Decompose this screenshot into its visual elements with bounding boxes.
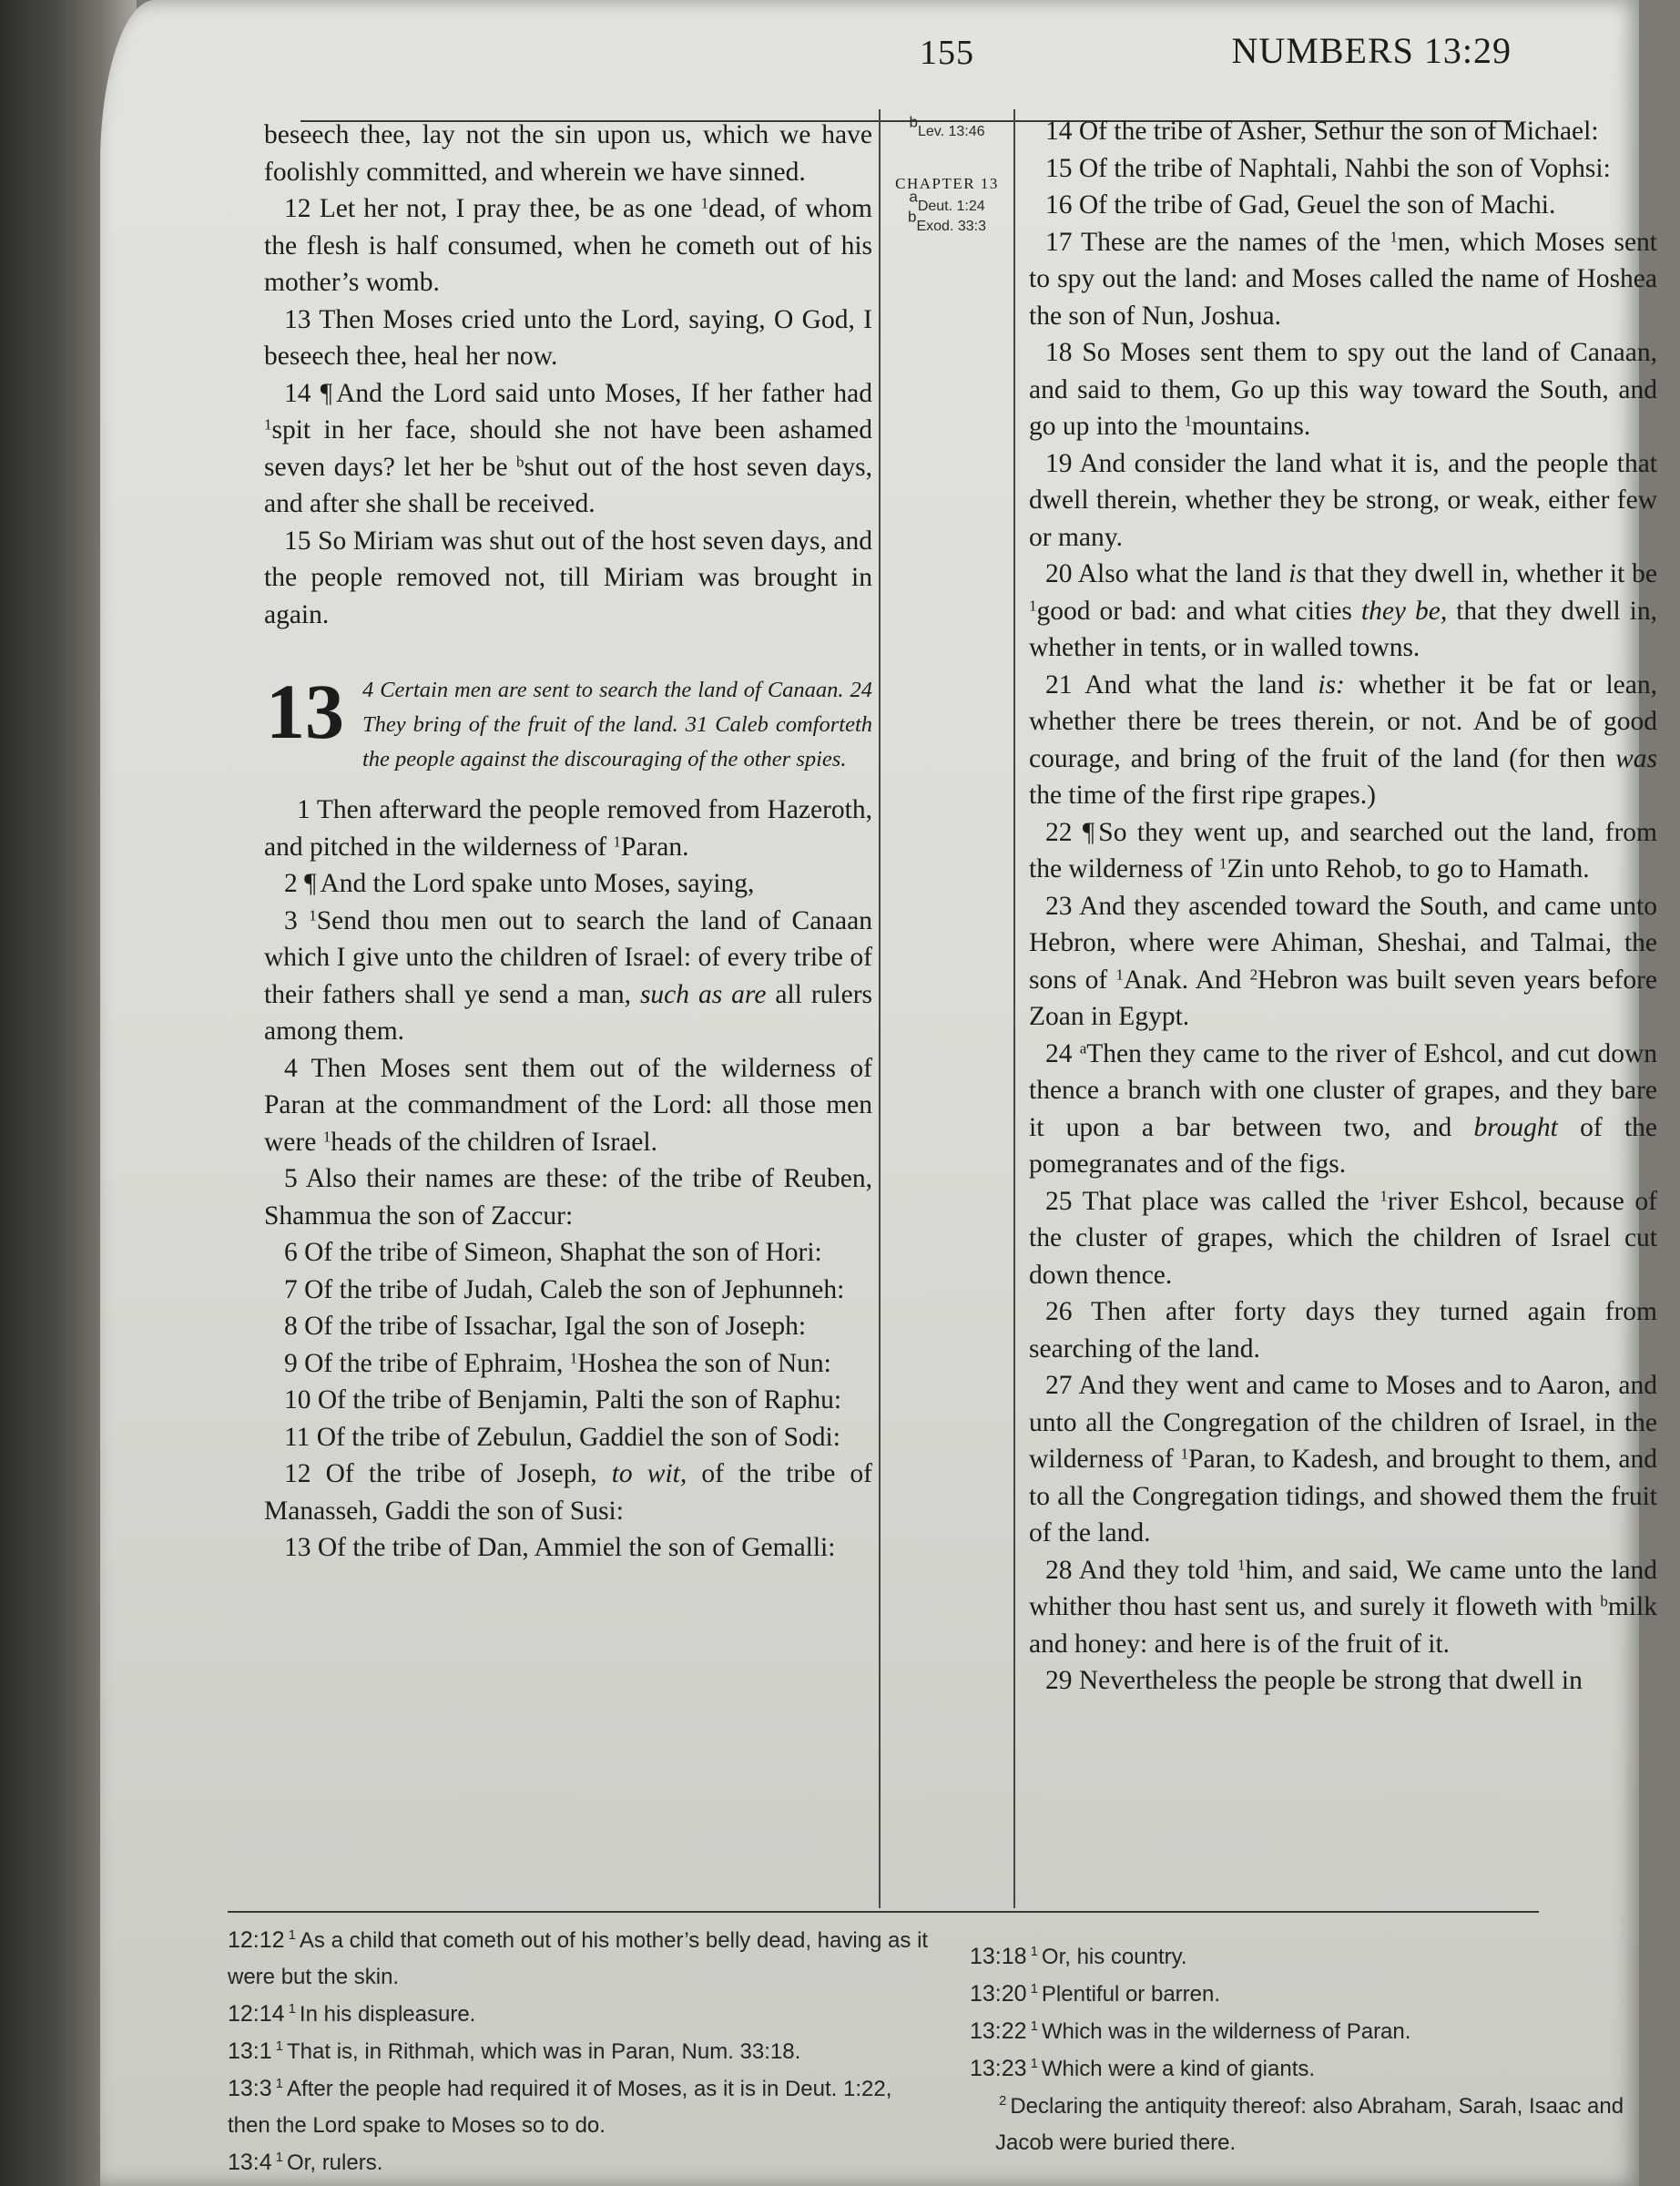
verse-number: 26 [1045, 1297, 1073, 1326]
verse-text: So Miriam was shut out of the host seven days, and the people removed not, till Miriam was brought in again. [264, 526, 872, 629]
pilcrow: ¶ [304, 869, 317, 898]
verse-text: Then Moses cried unto the Lord, saying, O God, I beseech thee, heal her now. [264, 304, 873, 371]
verse-13-17 [1029, 224, 1657, 335]
verse-12-12 [264, 190, 872, 301]
verse-13-13 [264, 1529, 872, 1567]
verse-number: 24 [1045, 1038, 1073, 1068]
verse-12-14 [264, 375, 872, 523]
verse-text: Send thou men out to search the land of Canaan which I give unto the children of Israel: of every tribe of their fathers shall ye send a man, [264, 905, 872, 1009]
footnote-ref: 13:1 [228, 2038, 272, 2064]
verse-text: that they dwell in, whether in tents, or in walled towns. [1029, 596, 1657, 662]
verse-text: Of the tribe of Asher, Sethur the son of Michael: [1078, 117, 1599, 146]
verse-13-20 [1029, 556, 1657, 667]
verse-text: the time of the first ripe grapes.) [1029, 781, 1376, 810]
verse-number: 12 [284, 1459, 311, 1488]
verse-number: 13 [284, 304, 311, 334]
footnote-text: In his displeasure. [299, 2002, 476, 2027]
verse-number: 16 [1045, 190, 1073, 220]
verse-text: Of the tribe of Naphtali, Nahbi the son of Vophsi: [1078, 153, 1611, 183]
verse-text: And they went and came to Moses and to Aaron, and unto all the Congregation of the children of Israel, in the wilderness of [1029, 1371, 1657, 1474]
chapter-heading [264, 668, 872, 777]
verse-text: Zin unto Rehob, to go to Hamath. [1227, 854, 1590, 884]
verse-number: 20 [1045, 559, 1073, 588]
verse-13-10 [264, 1382, 872, 1419]
footnote-marker: 1 [1380, 1187, 1388, 1205]
chapter-summary: 4 Certain men are sent to search the land of Canaan. 24 They bring of the fruit of the land. 31 Caleb comforteth the people against the discouraging of the other spies. [362, 678, 872, 771]
footnote [970, 2088, 1680, 2161]
footnote-text: Plentiful or barren. [1041, 1982, 1221, 2007]
verse-13-16 [1029, 187, 1657, 224]
verse-13-12 [264, 1456, 872, 1529]
verse-13-29 [1029, 1662, 1657, 1700]
footnote-text: As a child that cometh out of his mother’s belly dead, having as it were but the skin. [228, 1928, 929, 1989]
verse-text: good or bad: and what cities [1036, 596, 1361, 626]
footnote-text: Or, his country. [1041, 1945, 1187, 1969]
verse-number: 15 [1045, 153, 1073, 183]
verse-number: 17 [1045, 227, 1073, 257]
cross-reference-text: Lev. 13:46 [917, 124, 985, 139]
cross-reference-marker: a [909, 188, 918, 206]
verse-text: So they went up, and searched out the land, from the wilderness of [1029, 817, 1658, 884]
footnote-marker: 1 [1029, 597, 1037, 615]
verse-13-8 [264, 1308, 872, 1345]
verse-text: And what the land [1084, 669, 1319, 700]
verse-text: Then afterward the people removed from Hazeroth, and pitched in the wilderness of [264, 795, 872, 862]
verse-text: Also their names are these: of the tribe of Reuben, Shammua the son of Zaccur: [264, 1164, 872, 1231]
verse-13-22 [1029, 814, 1657, 888]
verse-number: 22 [1045, 817, 1073, 847]
verse-number: 2 [284, 869, 298, 898]
footnote-ref: 13:4 [228, 2150, 272, 2175]
footnote-marker: 1 [569, 1349, 578, 1367]
verse-number: 19 [1045, 448, 1073, 478]
verse-text: Of the tribe of Gad, Geuel the son of Machi. [1078, 190, 1556, 220]
verse-text: And the Lord spake unto Moses, saying, [320, 869, 755, 898]
verse-number: 8 [284, 1312, 298, 1341]
pilcrow: ¶ [320, 378, 333, 408]
cross-reference [892, 113, 1002, 142]
verse-number: 12 [284, 194, 311, 223]
verse-13-1 [264, 792, 872, 865]
cross-reference-marker: b [909, 113, 918, 131]
italic-text: is: [1318, 669, 1345, 700]
verse-text: Then after forty days they turned again from searching of the land. [1029, 1297, 1657, 1364]
verse-text: Of the tribe of Issachar, Igal the son of Joseph: [304, 1312, 807, 1341]
footnote-text: Which were a kind of giants. [1041, 2057, 1316, 2081]
verse-12-13 [264, 301, 872, 375]
verse-12-15 [264, 523, 872, 634]
footnote-marker: 1 [309, 906, 317, 924]
verse-number: 5 [284, 1164, 298, 1193]
verse-text: Of the tribe of Dan, Ammiel the son of Gemalli: [317, 1533, 836, 1562]
verse-text: spit in her face, should she not have been ashamed seven days? let her be [264, 415, 872, 482]
verse-text: Of the tribe of Judah, Caleb the son of Jephunneh: [304, 1274, 845, 1304]
footnote [970, 1976, 1680, 2013]
column-divider-right [1013, 109, 1015, 1908]
footnote [228, 2033, 938, 2070]
verse-13-2 [264, 865, 872, 903]
verse-text: Anak. And [1123, 965, 1250, 995]
footnote-ref: 13:23 [970, 2056, 1027, 2081]
italic-text: is [1288, 559, 1307, 588]
verse-text: whether it be fat or lean, whether there be trees therein, or not. And be of good courage, and bring of the fruit of the land (for then [1029, 669, 1657, 773]
verse-text: These are the names of the [1081, 227, 1390, 257]
verse-text: So Moses sent them to spy out the land of Canaan, and said to them, Go up this way toward the South, and go up into the [1029, 338, 1657, 441]
footnote-text: Which was in the wilderness of Paran. [1041, 2019, 1411, 2044]
footnote-text: Declaring the antiquity thereof: also Abraham, Sarah, Isaac and Jacob were buried there. [995, 2094, 1624, 2155]
footnotes-rule [228, 1911, 1539, 1913]
verse-number: 28 [1045, 1555, 1073, 1585]
verse-text: And they told [1078, 1555, 1237, 1585]
verse-text: milk and honey: and here is of the fruit of it. [1029, 1592, 1657, 1659]
verse-13-23 [1029, 888, 1657, 1036]
verse-text: river Eshcol, because of the cluster of grapes, which the children of Israel cut down thence. [1029, 1186, 1657, 1290]
verse-13-15 [1029, 150, 1657, 188]
verse-number: 7 [284, 1274, 298, 1304]
verse-text: men, which Moses sent to spy out the land: and Moses called the name of Hoshea the son of Nun, Joshua. [1029, 227, 1657, 331]
page-number: 155 [920, 34, 974, 72]
verse-13-21 [1029, 667, 1657, 814]
verse-text: heads of the children of Israel. [331, 1127, 657, 1157]
footnote-marker: 1 [275, 2038, 284, 2054]
verse-text: shut out of the host seven days, and after she shall be received. [264, 452, 872, 518]
verse-13-27 [1029, 1367, 1657, 1552]
verse-text: dead, of whom the flesh is half consumed, when he cometh out of his mother’s womb. [264, 194, 872, 297]
verse-text: And they ascended toward the South, and came unto Hebron, where were Ahiman, Sheshai, and Talmai, the sons of [1029, 891, 1657, 995]
verse-text: Of the tribe of Joseph, [325, 1459, 612, 1488]
footnote-marker: 1 [700, 194, 709, 212]
cross-reference-text: Exod. 33:3 [916, 219, 986, 234]
verse-text: Also what the land [1077, 559, 1289, 588]
verse-number: 15 [284, 526, 311, 556]
footnotes-right [970, 1938, 1680, 2161]
verse-number: 23 [1045, 891, 1073, 921]
footnote-marker: 1 [275, 2150, 284, 2165]
verse-number: 13 [284, 1533, 311, 1562]
verse-text: Then Moses sent them out of the wilderness of Paran at the commandment of the Lord: all those men were [264, 1053, 873, 1157]
verse-text: Of the tribe of Ephraim, [304, 1348, 570, 1378]
verse-text: And the Lord said unto Moses, If her father had [336, 378, 872, 408]
verse-text: Nevertheless the people be strong that dwell in [1078, 1666, 1583, 1695]
footnote-marker: 2 [999, 2093, 1007, 2109]
verse-text: all rulers among them. [264, 979, 872, 1046]
verse-13-7 [264, 1272, 872, 1309]
italic-text: to wit, [611, 1459, 687, 1488]
verse-13-9 [264, 1345, 872, 1383]
verse-text: of the pomegranates and of the figs. [1029, 1112, 1657, 1179]
footnote-marker: 1 [1030, 1981, 1038, 1997]
verse-13-14 [1029, 113, 1657, 150]
verse-text: Hoshea the son of Nun: [577, 1348, 831, 1378]
footnote-marker: 1 [1030, 1944, 1038, 1959]
footnote-marker: 1 [264, 415, 272, 434]
italic-text: was [1615, 743, 1657, 773]
footnote [228, 1996, 938, 2033]
cross-reference-text: Deut. 1:24 [917, 199, 985, 214]
footnote-ref: 13:18 [970, 1944, 1027, 1969]
verse-text: Then they came to the river of Eshcol, and cut down thence a branch with one cluster of grapes, and they bare it upon a bar between two, and [1029, 1038, 1657, 1142]
footnote-ref: 12:14 [228, 2001, 285, 2027]
footnote-marker: 1 [1184, 412, 1192, 430]
chapter-number: 13 [266, 668, 344, 755]
verse-text: Of the tribe of Zebulun, Gaddiel the son of Sodi: [316, 1422, 840, 1452]
chapter-label: CHAPTER 13 [895, 175, 999, 192]
bible-page [100, 0, 1658, 2186]
footnote [228, 2070, 938, 2144]
footnote-ref: 13:22 [970, 2018, 1027, 2044]
footnote-text: That is, in Rithmah, which was in Paran, Num. 33:18. [287, 2039, 801, 2064]
footnote-text: After the people had required it of Moses, as it is in Deut. 1:22, then the Lord spake to Moses so to do. [228, 2077, 892, 2138]
verse-text: That place was called the [1082, 1186, 1380, 1216]
verse-13-3 [264, 903, 872, 1050]
verse-text: mountains. [1191, 412, 1311, 441]
verse-number: 14 [284, 378, 311, 408]
verse-text: Let her not, I pray thee, be as one [319, 194, 701, 223]
verse-text: Hebron was built seven years before Zoan in Egypt. [1029, 965, 1657, 1031]
verse-number: 4 [284, 1053, 298, 1083]
footnote-marker: 1 [1218, 854, 1227, 873]
italic-text: they be, [1360, 596, 1448, 626]
verse-13-5 [264, 1160, 872, 1234]
footnote-marker: 1 [275, 2076, 284, 2091]
verse-number: 18 [1045, 338, 1073, 367]
verse-text: Of the tribe of Simeon, Shaphat the son of Hori: [304, 1238, 822, 1267]
verse-continuation: beseech thee, lay not the sin upon us, which we have foolishly committed, and wherein we have sinned. [264, 120, 872, 187]
right-column [1029, 113, 1657, 1700]
left-column [264, 117, 872, 1567]
verse-13-18 [1029, 334, 1657, 445]
verse-13-28 [1029, 1552, 1657, 1663]
verse-13-26 [1029, 1293, 1657, 1367]
verse-text: Paran. [620, 832, 689, 862]
column-divider-left [879, 109, 881, 1908]
verse-13-24 [1029, 1036, 1657, 1183]
footnote-marker: a [1079, 1039, 1087, 1057]
footnote-marker: 2 [1249, 965, 1258, 984]
verse-text: Paran, to Kadesh, and brought to them, and to all the Congregation tidings, and showed them the fruit of the land. [1029, 1445, 1657, 1548]
footnote-ref: 12:12 [228, 1927, 285, 1953]
footnote-marker: 1 [1390, 228, 1398, 246]
verse-13-6 [264, 1234, 872, 1272]
verse-number: 11 [284, 1422, 311, 1452]
verse-number: 14 [1045, 117, 1073, 146]
running-head: NUMBERS 13:29 [1231, 30, 1512, 71]
footnote-marker: 1 [1030, 2018, 1038, 2034]
footnote-marker: 1 [613, 833, 621, 851]
page-header [100, 29, 1639, 84]
footnote-text: Or, rulers. [287, 2150, 383, 2175]
footnote-marker: b [516, 453, 524, 471]
footnote-marker: 1 [288, 2001, 296, 2017]
footnote-marker: 1 [1115, 965, 1124, 984]
footnote [228, 1922, 938, 1996]
verse-13-19 [1029, 445, 1657, 557]
verse-text: And consider the land what it is, and the people that dwell therein, whether they be strong, or weak, either few or many. [1029, 448, 1658, 552]
verse-number: 9 [284, 1348, 298, 1378]
verse-text: that they dwell in, whether it be [1306, 559, 1658, 588]
cross-reference-column [892, 113, 1002, 237]
footnote [228, 2144, 938, 2181]
footnote [970, 1938, 1680, 1976]
italic-text: such as are [639, 979, 767, 1009]
italic-text: brought [1473, 1112, 1558, 1142]
cross-reference-marker: b [908, 208, 917, 226]
verse-text: of the tribe of Manasseh, Gaddi the son of Susi: [264, 1459, 872, 1526]
footnote-ref: 13:3 [228, 2076, 272, 2101]
verse-text: Of the tribe of Benjamin, Palti the son of Raphu: [317, 1385, 842, 1415]
verse-text: him, and said, We came unto the land whither thou hast sent us, and surely it floweth with [1029, 1555, 1657, 1621]
verse-number: 3 [284, 905, 298, 935]
verse-number: 25 [1045, 1186, 1073, 1216]
footnote-ref: 13:20 [970, 1981, 1027, 2007]
verse-13-4 [264, 1050, 872, 1161]
verse-number: 6 [284, 1238, 298, 1267]
footnote [970, 2050, 1680, 2088]
verse-number: 27 [1045, 1371, 1073, 1400]
footnote-marker: 1 [1237, 1556, 1246, 1574]
verse-number: 1 [297, 795, 311, 824]
cross-reference [892, 208, 1002, 237]
verse-number: 21 [1045, 669, 1073, 700]
footnote-marker: 1 [322, 1128, 331, 1146]
verse-number: 10 [284, 1385, 311, 1415]
footnote-marker: 1 [1180, 1445, 1189, 1463]
footnote-marker: b [1600, 1592, 1608, 1610]
verse-13-25 [1029, 1183, 1657, 1294]
footnote-marker: 1 [288, 1927, 296, 1943]
pilcrow: ¶ [1082, 817, 1095, 847]
verse-number: 29 [1045, 1666, 1073, 1695]
footnotes-left [228, 1922, 938, 2181]
footnote [970, 2013, 1680, 2050]
footnote-marker: 1 [1030, 2056, 1038, 2071]
verse-13-11 [264, 1419, 872, 1456]
